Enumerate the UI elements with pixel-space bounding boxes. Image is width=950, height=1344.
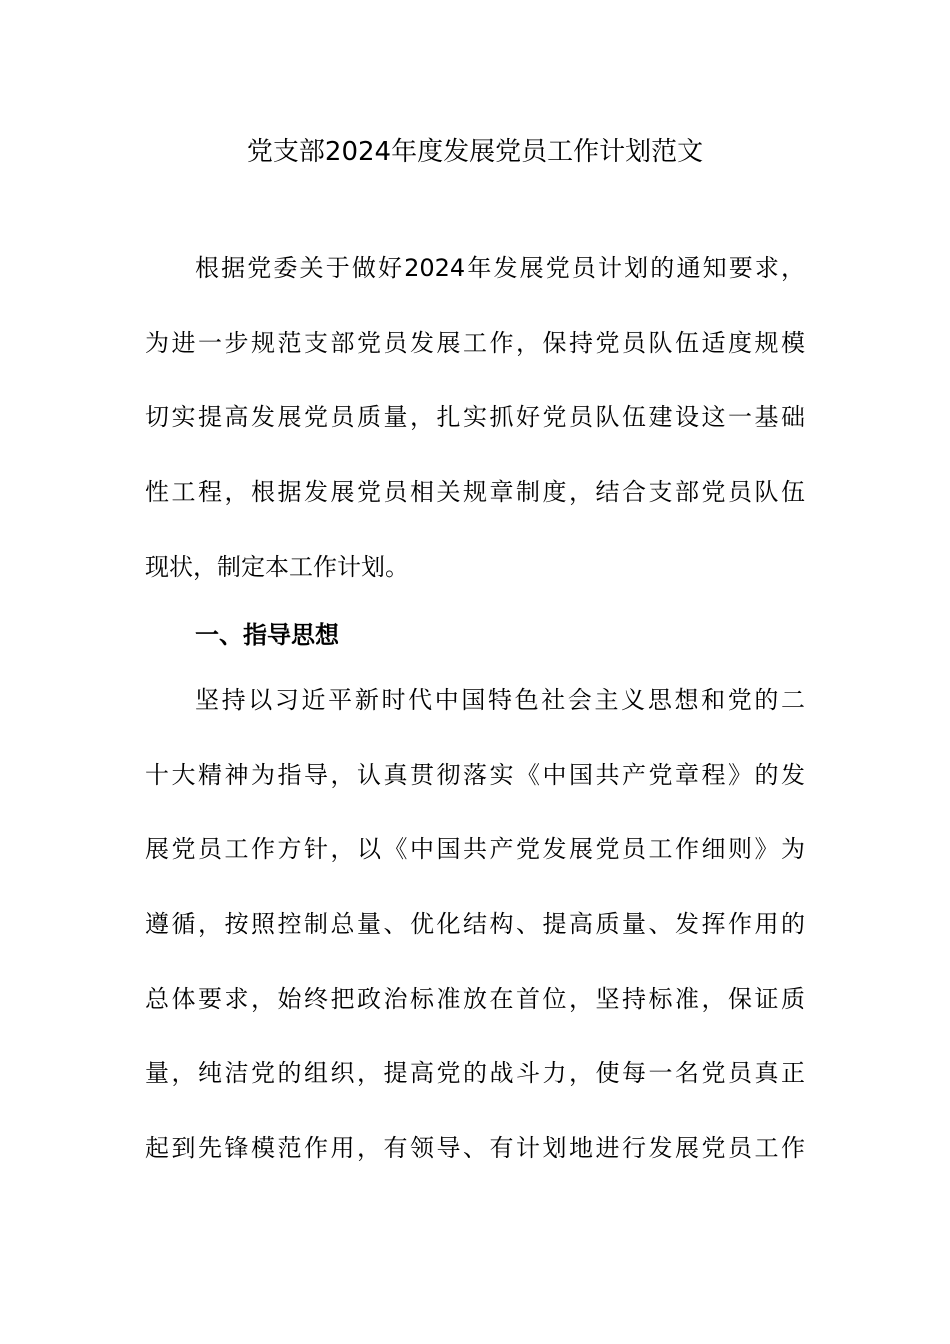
paragraph-line: 性工程，根据发展党员相关规章制度，结合支部党员队伍	[145, 478, 805, 506]
document-title: 党支部2024年度发展党员工作计划范文	[246, 137, 704, 167]
paragraph-line: 为进一步规范支部党员发展工作，保持党员队伍适度规模	[145, 329, 805, 357]
section-heading: 一、指导思想	[195, 621, 339, 649]
paragraph-line: 遵循，按照控制总量、优化结构、提高质量、发挥作用的	[145, 910, 805, 938]
paragraph-line: 根据党委关于做好2024年发展党员计划的通知要求，	[195, 254, 805, 282]
paragraph-line: 坚持以习近平新时代中国特色社会主义思想和党的二	[195, 686, 805, 714]
paragraph-line: 量，纯洁党的组织，提高党的战斗力，使每一名党员真正	[145, 1059, 805, 1087]
paragraph-line: 起到先锋模范作用，有领导、有计划地进行发展党员工作	[145, 1134, 805, 1162]
paragraph-line: 切实提高发展党员质量，扎实抓好党员队伍建设这一基础	[145, 403, 805, 431]
paragraph-line: 总体要求，始终把政治标准放在首位，坚持标准，保证质	[145, 985, 805, 1013]
paragraph-line: 展党员工作方针，以《中国共产党发展党员工作细则》为	[145, 835, 805, 863]
paragraph-line: 十大精神为指导，认真贯彻落实《中国共产党章程》的发	[145, 761, 805, 789]
paragraph-line: 现状，制定本工作计划。	[145, 553, 409, 581]
